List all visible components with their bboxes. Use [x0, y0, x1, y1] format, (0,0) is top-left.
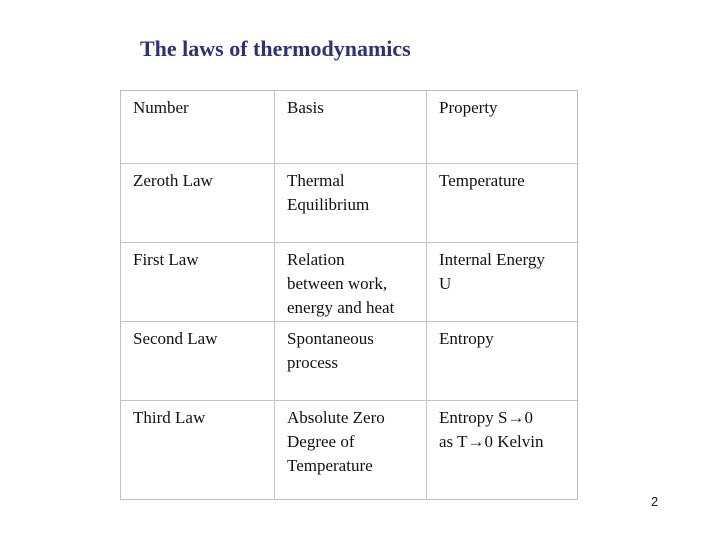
header-cell-basis: Basis — [274, 91, 426, 163]
table-row — [121, 400, 577, 499]
table-cell-law: Zeroth Law — [133, 171, 213, 190]
laws-table — [120, 90, 578, 500]
page-number: 2 — [651, 494, 659, 509]
table-header-row — [121, 91, 577, 163]
table-cell-basis: Absolute Zero Degree of Temperature — [274, 401, 426, 499]
table-row — [121, 242, 577, 321]
table-cell-basis: Spontaneous process — [274, 322, 426, 400]
table-row — [121, 163, 577, 242]
header-cell-number: Number — [133, 98, 189, 117]
table-row — [121, 321, 577, 400]
table-cell-property: Entropy — [426, 322, 579, 400]
table-cell-property: Internal Energy U — [426, 243, 579, 321]
table-cell-property: Temperature — [426, 164, 579, 242]
table-cell-basis: Relation between work, energy and heat — [274, 243, 426, 321]
header-cell-property: Property — [426, 91, 579, 163]
table-cell-law: Second Law — [133, 329, 218, 348]
table-cell-law: Third Law — [133, 408, 206, 427]
page-title: The laws of thermodynamics — [140, 36, 411, 61]
table-cell-law: First Law — [133, 250, 199, 269]
table-cell-property: Entropy S→0 as T→0 Kelvin — [426, 401, 579, 499]
table-cell-basis: Thermal Equilibrium — [274, 164, 426, 242]
